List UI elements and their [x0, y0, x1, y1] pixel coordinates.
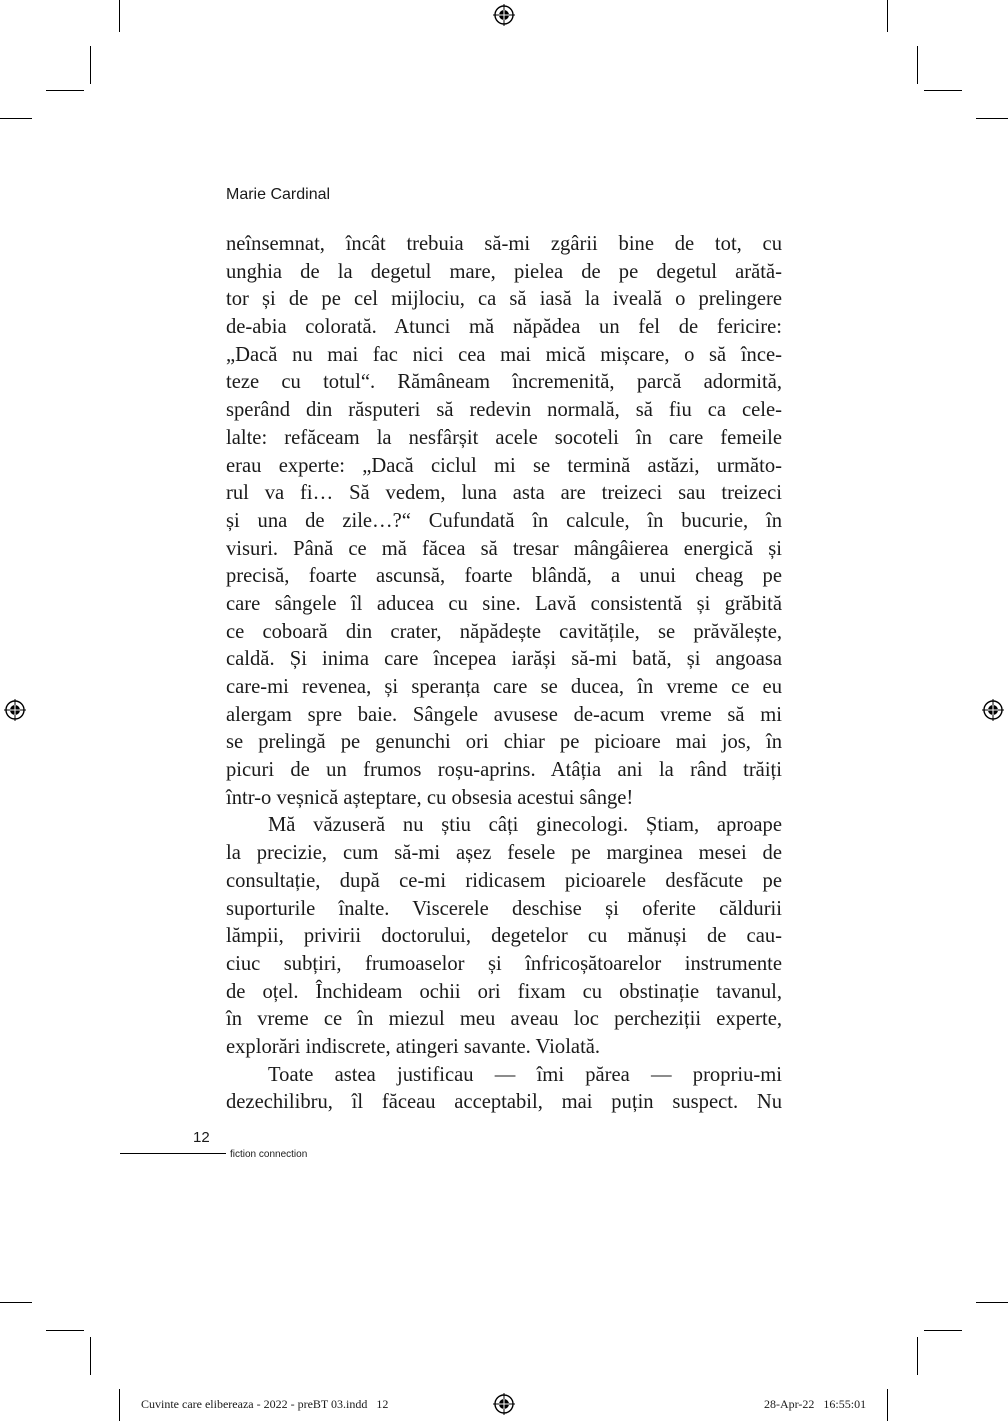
registration-mark-icon	[982, 699, 1004, 721]
text-line: dezechilibru, îl făceau acceptabil, mai puțin suspect. Nu	[226, 1091, 782, 1114]
crop-mark	[0, 118, 32, 119]
text-line: explorări indiscrete, atingeri savante. Violată.	[226, 1035, 601, 1058]
text-line: la precizie, cum să-mi așez fesele pe marginea mesei de	[226, 842, 782, 865]
crop-mark	[46, 90, 84, 91]
text-line: consultație, după ce-mi ridicasem picioarele desfăcute pe	[226, 869, 782, 892]
text-line: visuri. Până ce mă făcea să tresar mângâierea energică și	[226, 537, 782, 560]
imprint-label: fiction connection	[230, 1149, 308, 1160]
text-line: în vreme ce în miezul meu aveau loc percheziții experte,	[226, 1008, 782, 1031]
text-line: care-mi revenea, și speranța care se ducea, în vreme ce eu	[226, 676, 782, 698]
text-line: Toate astea justificau — îmi părea — propriu-mi	[268, 1063, 782, 1086]
crop-mark	[0, 1302, 32, 1303]
text-line: caldă. Și inima care începea iarăși să-mi bată, și angoasa	[226, 648, 782, 671]
text-line: lămpii, privirii doctorului, degetelor cu mănuși de cau-	[226, 925, 782, 948]
page-number: 12	[193, 1129, 210, 1146]
crop-mark	[924, 90, 962, 91]
text-line: rul va fi… Să vedem, luna asta are treizeci sau treizeci	[226, 482, 782, 505]
text-line: ce coboară din crater, năpădește cavitățile, se prăvălește,	[226, 620, 782, 643]
slug-file-info: Cuvinte care elibereaza - 2022 - preBT 03.indd 12	[141, 1397, 389, 1411]
crop-mark	[119, 0, 120, 32]
text-line: de oțel. Închideam ochii ori fixam cu obstinație tavanul,	[226, 980, 782, 1003]
crop-mark	[119, 1389, 120, 1421]
crop-mark	[924, 1330, 962, 1331]
text-line: suporturile înalte. Viscerele deschise și oferite căldurii	[226, 897, 782, 920]
crop-mark	[46, 1330, 84, 1331]
text-line: care sângele îl aducea cu sine. Lavă consistentă și grăbită	[226, 592, 782, 615]
text-line: erau experte: „Dacă ciclul mi se termină astăzi, următo-	[226, 454, 782, 477]
text-line: de-abia colorată. Atunci mă năpădea un fel de fericire:	[226, 316, 782, 339]
crop-mark	[90, 1337, 91, 1375]
text-line: neînsemnat, încât trebuia să-mi zgârii bine de tot, cu	[226, 233, 782, 255]
crop-mark	[976, 1302, 1008, 1303]
text-line: unghia de la degetul mare, pielea de pe degetul arătă-	[226, 260, 782, 283]
crop-mark	[887, 0, 888, 32]
registration-mark-icon	[493, 4, 515, 26]
text-line: se prelingă pe genunchi ori chiar pe picioare mai jos, în	[226, 731, 782, 754]
folio-rule	[120, 1153, 226, 1154]
crop-mark	[887, 1389, 888, 1421]
text-line: sperând din răsputeri să redevin normală, să fiu ca cele-	[226, 399, 782, 422]
crop-mark	[917, 1337, 918, 1375]
text-line: într-o veșnică așteptare, cu obsesia acestui sânge!	[226, 786, 634, 809]
crop-mark	[90, 46, 91, 84]
body-text	[226, 231, 782, 1117]
crop-mark	[976, 118, 1008, 119]
text-line: teze cu totul“. Rămâneam încremenită, parcă adormită,	[226, 371, 782, 394]
text-line: picuri de un frumos roșu-aprins. Atâția ani la rând trăiți	[226, 759, 782, 782]
text-line: alergam spre baie. Sângele avusese de-acum vreme să mi	[226, 703, 782, 726]
text-line: și una de zile…?“ Cufundată în calcule, în bucurie, în	[226, 509, 782, 532]
text-line: ciuc subțiri, frumoaselor și înfricoșătoarelor instrumente	[226, 952, 782, 975]
crop-mark	[917, 46, 918, 84]
text-line: „Dacă nu mai fac nici cea mai mică mișcare, o să înce-	[226, 343, 782, 366]
text-line: Mă văzuseră nu știu câți ginecologi. Știam, aproape	[268, 814, 782, 837]
text-line: precisă, foarte ascunsă, foarte blândă, a unui cheag pe	[226, 565, 782, 588]
text-line: tor și de pe cel mijlociu, ca să iasă la iveală o prelingere	[226, 288, 782, 311]
running-head: Marie Cardinal	[226, 186, 331, 203]
slug-timestamp: 28-Apr-22 16:55:01	[764, 1397, 867, 1411]
registration-mark-icon	[493, 1393, 515, 1415]
text-line: lalte: refăceam la nesfârșit acele socoteli în care femeile	[226, 426, 782, 449]
registration-mark-icon	[4, 699, 26, 721]
